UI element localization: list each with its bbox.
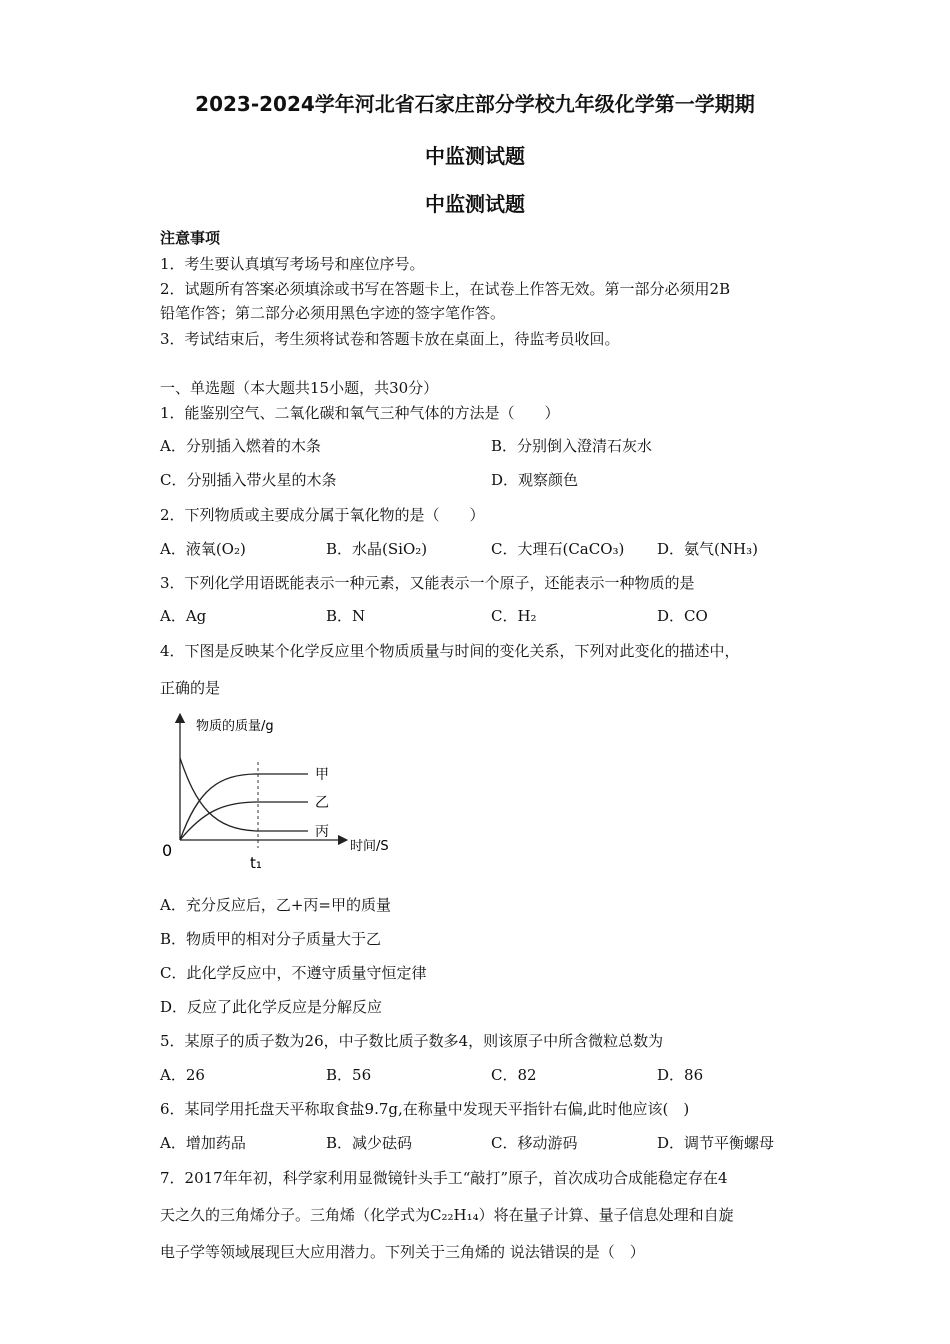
q4-mass-time-chart (158, 710, 418, 875)
q6-option-b: B．减少砝码 (326, 1134, 413, 1152)
q1-option-a: A．分别插入燃着的木条 (160, 437, 321, 455)
series-line-yi (180, 802, 308, 840)
q5-option-c: C．82 (491, 1066, 537, 1084)
q1-stem: 1．能鉴别空气、二氧化碳和氧气三种气体的方法是（ ） (160, 404, 560, 422)
notice-heading: 注意事项 (160, 229, 221, 247)
chart-origin-label: 0 (162, 841, 173, 860)
q7-line-3: 电子学等领域展现巨大应用潜力。下列关于三角烯的 说法错误的是（ ） (160, 1243, 645, 1261)
legend-jia: 甲 (315, 767, 329, 783)
q7-line-1: 7．2017年年初，科学家利用显微镜针头手工“敲打”原子，首次成功合成能稳定存在4 (160, 1169, 728, 1187)
q1-option-d: D．观察颜色 (491, 471, 579, 489)
q2-option-a: A．液氧(O₂) (160, 540, 246, 558)
q3-option-d: D．CO (657, 607, 708, 625)
q3-option-c: C．H₂ (491, 607, 537, 625)
q5-option-d: D．86 (657, 1066, 704, 1084)
q1-option-b: B．分别倒入澄清石灰水 (491, 437, 653, 455)
q6-option-c: C．移动游码 (491, 1134, 578, 1152)
chart-ylabel: 物质的质量/g (196, 719, 274, 734)
notice-item-3: 3．考试结束后，考生须将试卷和答题卡放在桌面上，待监考员收回。 (160, 330, 620, 348)
q3-stem: 3．下列化学用语既能表示一种元素，又能表示一个原子，还能表示一种物质的是 (160, 574, 695, 592)
q4-stem-line-2: 正确的是 (160, 679, 221, 697)
q2-option-c: C．大理石(CaCO₃) (491, 540, 625, 558)
q5-option-b: B．56 (326, 1066, 372, 1084)
q2-option-d: D．氨气(NH₃) (657, 540, 758, 558)
q1-option-c: C．分别插入带火星的木条 (160, 471, 337, 489)
q2-stem: 2．下列物质或主要成分属于氧化物的是（ ） (160, 506, 485, 524)
q4-option-a: A．充分反应后，乙+丙=甲的质量 (160, 896, 391, 914)
title-line-3: 中监测试题 (425, 192, 525, 216)
legend-yi: 乙 (315, 795, 329, 811)
q6-stem: 6．某同学用托盘天平称取食盐9.7g,在称量中发现天平指针右偏,此时他应该( ) (160, 1100, 690, 1118)
legend-bing: 丙 (315, 824, 329, 840)
q4-option-b: B．物质甲的相对分子质量大于乙 (160, 930, 382, 948)
section-heading: 一、单选题（本大题共15小题，共30分） (160, 379, 439, 397)
title-line-1: 2023-2024学年河北省石家庄部分学校九年级化学第一学期期 (195, 92, 755, 116)
q4-option-c: C．此化学反应中，不遵守质量守恒定律 (160, 964, 427, 982)
q4-option-d: D．反应了此化学反应是分解反应 (160, 998, 383, 1016)
q6-option-d: D．调节平衡螺母 (657, 1134, 775, 1152)
q5-option-a: A．26 (160, 1066, 205, 1084)
q6-option-a: A．增加药品 (160, 1134, 246, 1152)
q7-line-2: 天之久的三角烯分子。三角烯（化学式为C₂₂H₁₄）将在量子计算、量子信息处理和自旋 (160, 1206, 734, 1224)
title-line-2: 中监测试题 (425, 144, 525, 168)
chart-t1-label: t₁ (250, 854, 262, 872)
q5-stem: 5．某原子的质子数为26，中子数比质子数多4，则该原子中所含微粒总数为 (160, 1032, 664, 1050)
notice-item-1: 1．考生要认真填写考场号和座位序号。 (160, 255, 425, 273)
q3-option-a: A．Ag (160, 607, 207, 625)
q2-option-b: B．水晶(SiO₂) (326, 540, 428, 558)
chart-xlabel: 时间/S (350, 839, 389, 854)
notice-item-2-cont: 铅笔作答；第二部分必须用黑色字迹的签字笔作答。 (160, 304, 506, 322)
q4-stem-line-1: 4．下图是反映某个化学反应里个物质质量与时间的变化关系，下列对此变化的描述中， (160, 642, 740, 660)
q3-option-b: B．N (326, 607, 366, 625)
notice-item-2: 2．试题所有答案必须填涂或书写在答题卡上，在试卷上作答无效。第一部分必须用2B (160, 280, 731, 298)
